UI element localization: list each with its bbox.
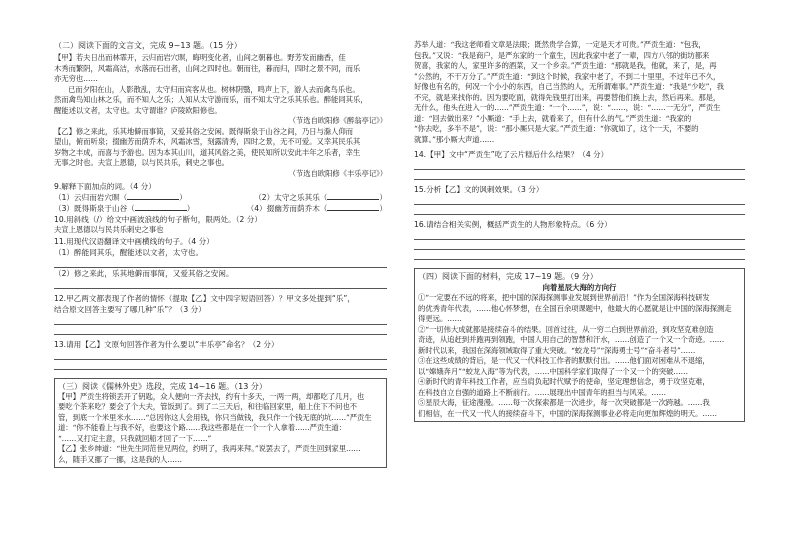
answer-line[interactable] — [54, 350, 387, 360]
passage-line: “你去吃，多半不是”，说：“那小厮只是大家。”严贡生道：“你就如了，这个一天，不要的 — [414, 124, 699, 133]
article-line: ④新时代的青年科技工作者，应当肩负起时代赋予的使命，坚定理想信念，勇于攻坚克难， — [418, 377, 710, 386]
passage-line: 好像也有名的，何况一个小小的东西，自己当然的人，无所谓难事。”严贡生道：“我是“少吃”，我 — [414, 82, 724, 91]
section-2-heading: （二）阅读下面的文言文，完成 9~13 题。（15 分） — [54, 41, 242, 50]
question-15: 15.分析【乙】文的讽刺效果。（3 分） — [414, 185, 544, 194]
passage-line: 苏举人道：“我这老师看文章是法眼；既然贵学合算，一定是天才可贵。”严贡生道：“包我， — [414, 40, 706, 49]
jia3-line: 管，到底一个米里米水……“总因你这人会用钱，你只当做钱，我只作一个钱无底的坑……”严贡生 — [58, 412, 372, 422]
yi-line: 【乙】修之来此，乐其地僻而事简，又爱其俗之安闲。既得斯泉于山谷之间，乃日与滁人仰而 — [54, 126, 353, 136]
article-title: 向着星辰大海的方向行 — [542, 283, 617, 292]
jia-line: 醒能述以文者，太守也。太守谓谁？庐陵欧阳修也。 — [54, 105, 222, 115]
section-4-heading: （四）阅读下面的材料，完成 17~19 题。（9 分） — [418, 272, 598, 281]
passage-line: 就算。”那小厮大声道…… — [414, 134, 495, 144]
question-12: 结合原文回答主要写了哪几种“乐”？（3 分） — [54, 304, 206, 314]
right-column — [414, 40, 745, 422]
answer-line[interactable] — [414, 240, 745, 250]
jia-line: 亦无穷也…… — [54, 74, 98, 83]
answer-line[interactable] — [414, 160, 745, 170]
article-line: 奇迹，从追赶到并跑再到领跑，中国人用自己的智慧和汗水，……创造了一个又一个奇迹。…… — [418, 335, 725, 344]
q10-sentence: 夫宣上恩德以与民共乐刺史之事也 — [54, 225, 164, 234]
article-line: 在科技自立自强的道路上不断前行。……展现出中国青年的担当与风采。…… — [418, 387, 666, 397]
q9-item: （3）既得斯泉于山谷（ — [54, 204, 135, 213]
yi3-line: 么，随手又挪了一挪，这是我的人…… — [58, 454, 182, 464]
jia-line: 已而夕阳在山，人影散乱，太守归而宾客从也。树林阴翳，鸣声上下，游人去而禽鸟乐也。 — [68, 84, 360, 94]
question-10: 10.用斜线（/）给文中画波浪线的句子断句，限两处。（2 分） — [54, 215, 262, 224]
q9-item: （2）太守之乐其乐（ — [254, 193, 328, 202]
article-line: ③在这些成绩的背后，是一代又一代科技工作者的默默付出。……他们面对困难从不退缩， — [418, 356, 710, 365]
q9-item: （1）云归而岩穴暝（ — [54, 193, 128, 202]
answer-line[interactable] — [414, 170, 745, 180]
q9-item: （4）掇幽芳而荫乔木（ — [246, 204, 328, 213]
question-9-row: （1）云归而岩穴暝（ ） （2）太守之乐其乐（ ） — [54, 193, 387, 202]
answer-line[interactable] — [54, 325, 387, 335]
answer-blank[interactable] — [135, 203, 187, 211]
answer-blank[interactable] — [127, 192, 179, 200]
left-column — [54, 40, 387, 468]
jia3-line: 要吃个茶来吃？要会了个大夫，管饭到了。到了二三天后，和往临回家里，船上住下不问也不 — [58, 402, 357, 411]
article-line: 得更远。…… — [418, 314, 462, 323]
answer-blank[interactable] — [327, 203, 379, 211]
yi-line: 望山，俯而听泉；掇幽芳而荫乔木，风霜冰雪，刻露清秀，四时之景，无不可爱。又幸其民乐其 — [54, 137, 361, 146]
article-line: ①“一定要在不远的将来，把中国的深海探测事业发展到世界前沿！”作为全国深海科技研发 — [418, 293, 710, 302]
answer-line[interactable] — [54, 360, 387, 370]
question-11: 11.用现代汉语翻译文中画横线的句子。（4 分） — [54, 236, 214, 246]
jia3-line: 【甲】严贡生将锁丢开了钥匙，众人便向一齐去找，约有十多天，一两一两，却都吃了几月，也 — [58, 391, 365, 401]
article-line: 新时代以来，我国在深海领域取得了重大突破。“蛟龙号”“深海勇士号”“奋斗者号”…… — [418, 345, 696, 355]
yi-line: 岁物之丰成，而喜与予游也。因为本其山川，道其风俗之美，使民知所以安此丰年之乐者，幸生 — [54, 147, 361, 157]
jia-source: （节选自欧阳修《醉翁亭记》） — [288, 116, 387, 125]
question-12: 12.甲乙两文都表现了作者的情怀（提取【乙】文中四字短语回答）？甲文多处提到“乐”， — [54, 293, 355, 303]
question-13: 13.请用【乙】文原句回答作者为什么要以“丰乐亭”命名？（2 分） — [54, 339, 279, 349]
question-11-1: （1）醉能同其乐，醒能述以文者，太守也。 — [54, 247, 204, 257]
article-line: ②“一切伟大成就都是接续奋斗的结果。回首过往，从一穷二白到世界前沿，到攻坚克难创造 — [418, 324, 714, 334]
question-14: 14.【甲】文中“严贡生”吃了云片糕后什么结果？（4 分） — [414, 150, 609, 159]
passage-line: 包我。”又说：“我是商户，是严东家的一个童生，因此我家中老了一辈，四方八邻的街坊都来 — [414, 50, 710, 60]
passage-line: 贺喜，我家的人，家里许多的酒菜，又一个乡亲。”严贡生道：“那就是我，他就，来了，是，再 — [414, 61, 717, 70]
jia-line: 木秀而繁阴，风霜高洁，水落而石出者，山间之四时也。朝而往，暮而归，四时之景不同，而乐 — [54, 63, 361, 73]
yi3-line: 【乙】张乡绅道：“世先生同范世兄两位，约明了，我再来拜。”说罢去了，严贡生回到家里…… — [58, 444, 361, 453]
article-line: 的优秀青年代表，……他心怀梦想，在全国百余项课题中，他最大的心愿就是让中国的深海探测走 — [418, 303, 732, 313]
section-4-box — [414, 268, 745, 422]
jia-line: 然而禽鸟知山林之乐，而不知人之乐；人知从太守游而乐，而不知太守之乐其乐也。醉能同其乐， — [54, 95, 368, 104]
passage-line: 不完，就是来找你的。因为要吃面，就得先钱里打出来，再要替他们换上去，然后再来。那是， — [414, 92, 721, 102]
jia3-line: 道：“你不能看上与我不好，也要这个路……我这些都是在一个一个人拿着……严贡生道： — [58, 423, 347, 432]
article-line: ⑤星辰大海，征途漫漫。……每一次探索都是一次进步，每一次突破都是一次跨越。……我 — [418, 398, 710, 407]
passage-line: 无什么，他头在进入一的……”严贡生道：“一个……”，说：“……，说：“……一无分”，严贡生 — [414, 103, 721, 112]
answer-line[interactable] — [414, 195, 745, 205]
question-9: 9.解释下面加点的词。（4 分） — [54, 182, 156, 191]
question-11-2: （2）修之来此，乐其地僻而事简，又爱其俗之安闲。 — [54, 268, 234, 278]
question-16: 16.请结合相关实例，概括严贡生的人物形象特点。（6 分） — [414, 220, 612, 229]
jia3-line: “……又打定主意，只我就回船才回了一下……” — [58, 433, 212, 443]
answer-line[interactable] — [414, 230, 745, 240]
jia-line: 【甲】若夫日出而林霏开，云归而岩穴暝，晦明变化者，山间之朝暮也。野芳发而幽香，佳 — [54, 53, 346, 62]
section-3-box — [54, 378, 387, 469]
article-line: 们相信，在一代又一代人的接续奋斗下，中国的深海探测事业必将走向更加辉煌的明天。…… — [418, 408, 717, 418]
article-line: 以“嫦娥奔月”“蛟龙入海”等为代表，……中国科学家们取得了一个又一个的突破…… — [418, 366, 688, 376]
passage-line: 道：“回去做出来？”小厮道：“手上去，就看来了，但有什么的气。”严贡生道：“我家的 — [414, 113, 692, 123]
answer-blank[interactable] — [327, 192, 379, 200]
answer-line[interactable] — [54, 315, 387, 325]
answer-line[interactable] — [414, 205, 745, 215]
answer-line[interactable] — [414, 250, 745, 260]
answer-line[interactable] — [54, 279, 387, 289]
yi-line: 无事之时也。夫宣上恩德，以与民共乐，刺史之事也。 — [54, 158, 229, 167]
answer-line[interactable] — [54, 258, 387, 268]
yi-source: （节选自欧阳修《丰乐亭记》） — [288, 168, 387, 178]
question-9-row: （3）既得斯泉于山谷（ ） （4）掇幽芳而荫乔木（ ） — [54, 204, 387, 213]
passage-line: ”公然的，不干万分了。”严贡生道：“到这个时候，我家中老了，不到二十里里，不过年已不久， — [414, 71, 721, 81]
section-3-heading: （三）阅读《儒林外史》选段，完成 14~16 题。（13 分） — [58, 381, 267, 391]
